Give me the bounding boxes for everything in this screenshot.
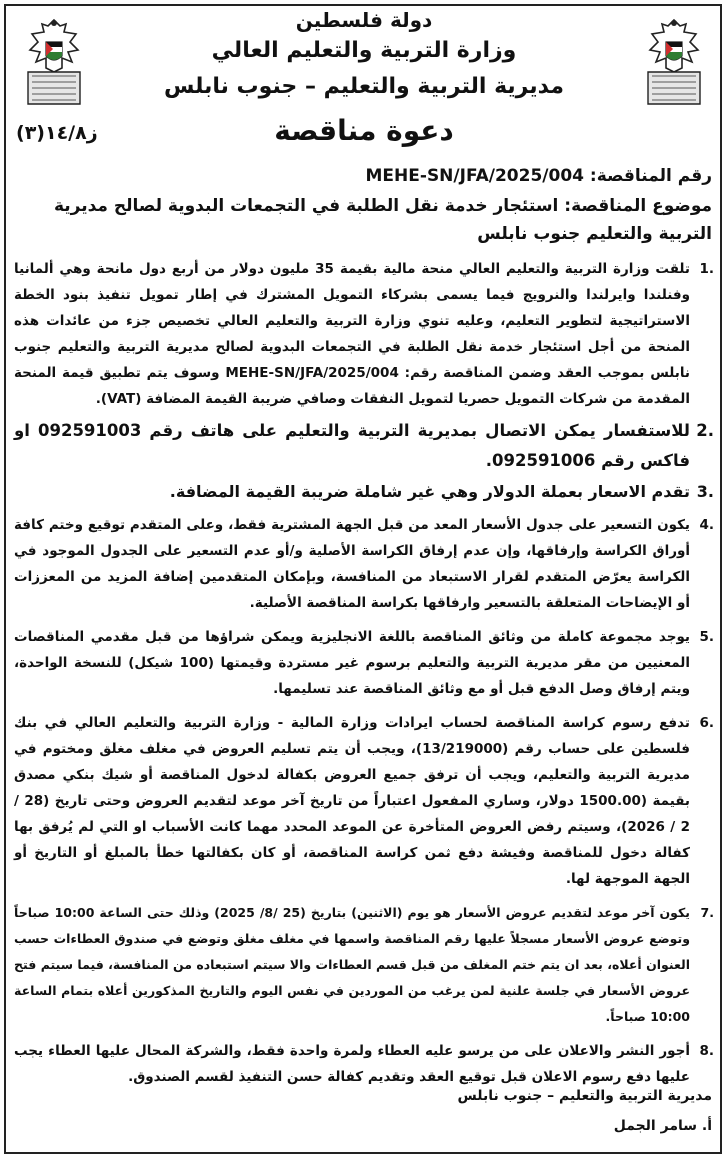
- signature-name: أ. سامر الجمل: [613, 1118, 712, 1134]
- reference-code: ز١٤/٨(٣): [16, 122, 98, 144]
- item-text: تقدم الاسعار بعملة الدولار وهي غير شاملة ضريبة القيمة المضافة.: [169, 482, 690, 501]
- palestine-emblem-icon: [642, 12, 706, 108]
- item-number: 2.: [696, 421, 714, 440]
- signature-organization: مديرية التربية والتعليم – جنوب نابلس: [457, 1088, 712, 1104]
- item-text: تدفع رسوم كراسة المناقصة لحساب ايرادات وزارة المالية - وزارة التربية والتعليم العالي في بنك فلسطين على حساب رقم (13/219000)، ويجب أن يتم تسليم العروض في مغلف مغلق ومختوم في مديرية التربية والتعليم، ويجب أن ترفق جميع العروض بكفالة لدخول المناقصة أو شيك بنكي مصدق بقيمة (1500.00 دولار، وساري المفعول اعتباراً من تاريخ آخر موعد لتقديم العروض وحتى تاريخ (28 / 2 / 2026)، وسيتم رفض العروض المتأخرة عن الموعد المحدد مهما كانت الأسباب او التي لم يُرفق بها كفالة دخول للمناقصة وفيشة دفع ثمن كراسة المناقصة، أو كان بكفالتها خطأ بالمبلغ أو التاريخ أو الجهة الموجهة لها.: [14, 715, 691, 887]
- item-text: يكون التسعير على جدول الأسعار المعد من قبل الجهة المشترية فقط، وعلى المتقدم توقيع وختم كافة أوراق الكراسة وإرفاقها، وإن عدم إرفاق الكراسة الأصلية و/أو عدم التسعير على الجدول الموجود في الكراسة يعرّض المتقدم لقرار الاستبعاد من المنافسة، وبإمكان المتقدمين إضافة المزيد من المعززات أو الإيضاحات المتعلقة بالتسعير وارفاقها بكراسة المناقصة الأصلية.: [14, 517, 690, 611]
- tender-number: رقم المناقصة: MEHE-SN/JFA/2025/004: [365, 166, 712, 186]
- header-directorate: مديرية التربية والتعليم – جنوب نابلس: [164, 74, 564, 99]
- list-item: [14, 900, 714, 1030]
- item-text: يكون آخر موعد لتقديم عروض الأسعار هو يوم (الاثنين) بتاريخ (25 /8/ 2025) وذلك حتى الساعة 10:00 صباحاً وتوضع عروض الأسعار مسجلاً عليها رقم المناقصة واسمها في مغلف مغلق وتوضع في صندوق العطاءات حسب العنوان أعلاه، بعد ان يتم ختم المغلف من قبل قسم العطاءات والا سيتم استبعاده من المنافسة، فيما سيتم فتح عروض الأسعار في جلسة علنية لمن يرغب من الموردين في نفس اليوم والتاريخ المذكورين أعلاه بتمام الساعة 10:00 صباحاً.: [14, 905, 690, 1024]
- item-text: يوجد مجموعة كاملة من وثائق المناقصة باللغة الانجليزية ويمكن شراؤها من قبل مقدمي المناقصات المعنيين من مقر مديرية التربية والتعليم برسوم غير مستردة وقيمتها (100 شيكل) للنسخة الواحدة، ويتم إرفاق وصل الدفع قبل أو مع وثائق المناقصة عند تسليمها.: [14, 629, 690, 697]
- header-country: دولة فلسطين: [295, 8, 433, 32]
- list-item: [14, 710, 714, 892]
- list-item: [14, 1038, 714, 1090]
- tender-subject: موضوع المناقصة: استئجار خدمة نقل الطلبة في التجمعات البدوية لصالح مديرية التربية والتعليم جنوب نابلس: [53, 196, 712, 244]
- item-number: 8.: [699, 1043, 714, 1059]
- list-item: [14, 256, 714, 412]
- list-item: [14, 512, 714, 616]
- list-item: [14, 416, 714, 476]
- header-ministry: وزارة التربية والتعليم العالي: [211, 38, 517, 63]
- item-number: 4.: [699, 517, 714, 533]
- palestine-emblem-icon: [22, 12, 86, 108]
- page-title: دعوة مناقصة: [274, 114, 454, 147]
- item-text: للاستفسار يمكن الاتصال بمديرية التربية والتعليم على هاتف رقم 092591003 او فاكس رقم 092591006.: [14, 421, 690, 470]
- item-number: 5.: [699, 629, 714, 645]
- conditions-list: [14, 256, 714, 1090]
- item-number: 7.: [700, 905, 714, 920]
- item-text: تلقت وزارة التربية والتعليم العالي منحة مالية بقيمة 35 مليون دولار من أربع دول مانحة وهي ألمانيا وفنلندا وايرلندا والنرويج فيما يسمى بشركاء التمويل المشترك في إطار تمويل تنفيذ بنود الخطة الاستراتيجية لتطوير التعليم، وعليه تنوي وزارة التربية والتعليم العالي تخصيص جزء من عائدات هذه المنحة من أجل استئجار خدمة نقل الطلبة في التجمعات البدوية لصالح مديرية التربية والتعليم جنوب نابلس بموجب العقد وضمن المناقصة رقم: MEHE-SN/JFA/2025/004 وسوف يتم تطبيق قيمة المنحة المقدمة من شركات التمويل حصريا لتمويل النفقات وصافي ضريبة القيمة المضافة (VAT).: [14, 261, 690, 407]
- item-number: 3.: [696, 482, 714, 501]
- list-item: [14, 478, 714, 506]
- list-item: [14, 624, 714, 702]
- item-number: 1.: [699, 261, 714, 277]
- item-text: أجور النشر والاعلان على من يرسو عليه العطاء ولمرة واحدة فقط، والشركة المحال عليها العطاء يجب عليها دفع رسوم الاعلان قبل توقيع العقد وتقديم كفالة حسن التنفيذ لقسم الصندوق.: [14, 1043, 690, 1085]
- item-number: 6.: [699, 715, 714, 731]
